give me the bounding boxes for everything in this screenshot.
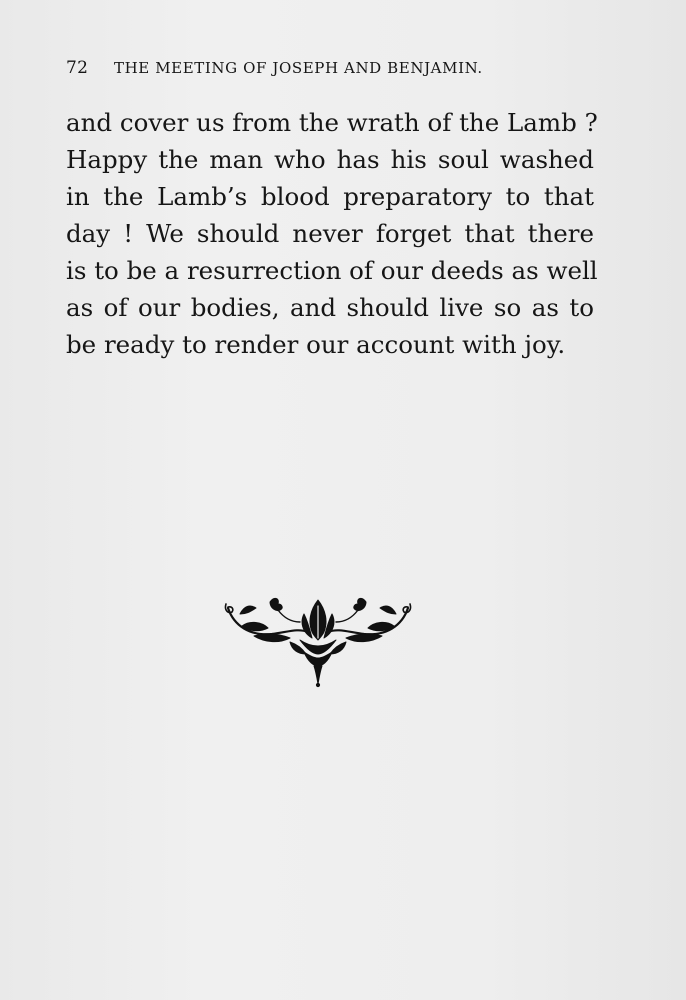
text-line: in the Lamb’s blood preparatory to that — [66, 182, 594, 211]
text-line: as of our bodies, and should live so as to — [66, 293, 594, 322]
floral-tailpiece-icon — [220, 592, 416, 688]
text-line: Happy the man who has his soul washed — [66, 145, 594, 174]
body-paragraph — [66, 104, 598, 363]
page-number: 72 — [66, 58, 89, 78]
text-line: be ready to render our account with joy. — [66, 330, 566, 359]
running-header — [66, 58, 596, 78]
text-line: day ! We should never forget that there — [66, 219, 594, 248]
running-title: THE MEETING OF JOSEPH AND BENJAMIN. — [114, 59, 483, 77]
text-line: is to be a resurrection of our deeds as well — [66, 256, 598, 285]
text-line: and cover us from the wrath of the Lamb ? — [66, 108, 598, 137]
